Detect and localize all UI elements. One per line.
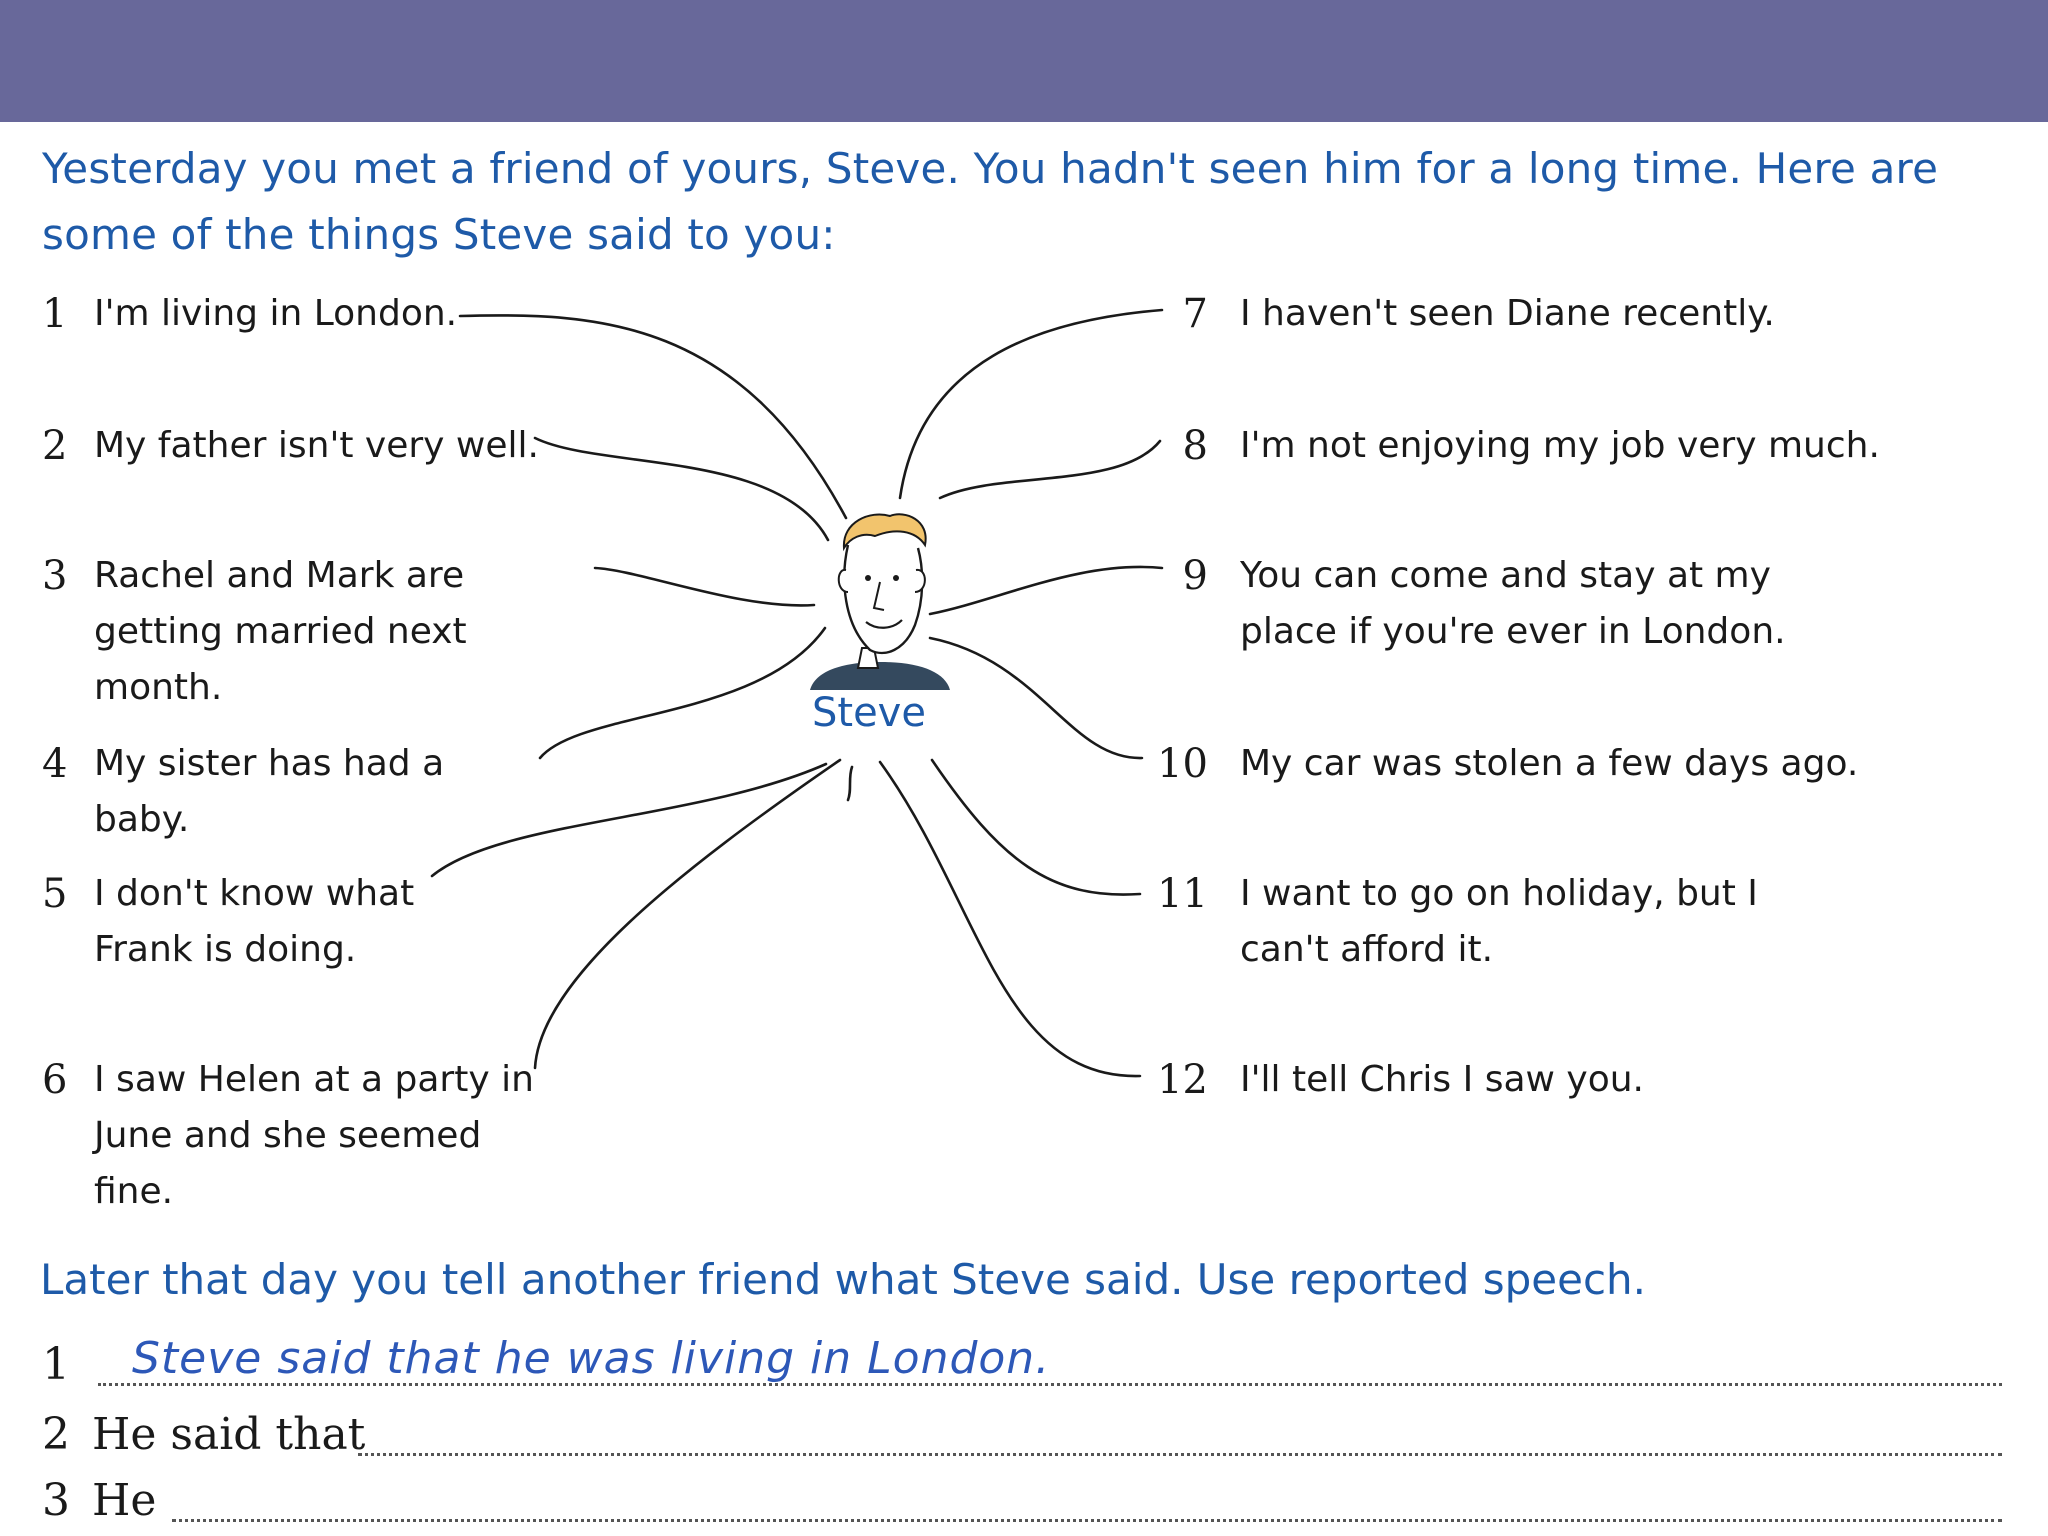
- connector-12: [880, 762, 1140, 1076]
- statement-number: 1: [42, 291, 68, 337]
- statement-9: [1182, 548, 1850, 660]
- statement-3: [42, 548, 602, 716]
- answer-prefix: He said that: [92, 1409, 366, 1460]
- connector-9: [930, 567, 1162, 614]
- statement-text: You can come and stay at my place if you're ever in London.: [1240, 555, 1786, 652]
- answer-blank[interactable]: [358, 1453, 2002, 1456]
- statement-4: [42, 736, 542, 848]
- statement-number: 4: [42, 741, 68, 787]
- statement-text: I want to go on holiday, but I can't afford it.: [1240, 873, 1758, 970]
- statement-7: [1182, 286, 1880, 342]
- statement-number: 10: [1157, 741, 1208, 787]
- statement-1: [42, 286, 462, 342]
- connector-10: [930, 638, 1142, 758]
- handwritten-answer: Steve said that he was living in London.: [132, 1333, 1051, 1384]
- statement-number: 11: [1157, 871, 1208, 917]
- statement-text: I don't know what Frank is doing.: [94, 873, 415, 970]
- steve-face-icon: [810, 514, 950, 690]
- statement-6: [42, 1052, 562, 1220]
- statement-number: 3: [42, 553, 68, 599]
- answer-line-3[interactable]: [42, 1466, 2002, 1530]
- statement-number: 5: [42, 871, 68, 917]
- statement-8: [1182, 418, 1880, 474]
- connector-3: [595, 568, 814, 605]
- connector-1: [460, 315, 846, 518]
- statement-5: [42, 866, 422, 978]
- connector-6: [535, 760, 840, 1068]
- statement-10: [1157, 736, 1880, 792]
- answer-number: 1: [42, 1339, 70, 1390]
- statement-text: My car was stolen a few days ago.: [1240, 743, 1859, 784]
- answer-number: 2: [42, 1409, 70, 1460]
- connector-7: [900, 310, 1162, 498]
- statement-text: I'm not enjoying my job very much.: [1240, 425, 1880, 466]
- connector-11: [932, 760, 1140, 895]
- statement-text: Rachel and Mark are getting married next month.: [94, 555, 467, 708]
- statement-number: 7: [1182, 291, 1208, 337]
- answer-prefix: He: [92, 1475, 157, 1526]
- instruction-text: Later that day you tell another friend what Steve said. Use reported speech.: [40, 1255, 1647, 1304]
- intro-paragraph: Yesterday you met a friend of yours, Steve. You hadn't seen him for a long time. Here are some of the things Steve said to you:: [42, 144, 1939, 259]
- statement-text: I'm living in London.: [94, 293, 458, 334]
- statement-text: I haven't seen Diane recently.: [1240, 293, 1775, 334]
- statement-12: [1157, 1052, 1880, 1108]
- statement-number: 12: [1157, 1057, 1208, 1103]
- answer-blank[interactable]: [172, 1519, 2002, 1522]
- statement-text: I'll tell Chris I saw you.: [1240, 1059, 1644, 1100]
- statement-number: 8: [1182, 423, 1208, 469]
- steve-label: Steve: [812, 690, 926, 736]
- statement-11: [1157, 866, 1800, 978]
- statement-2: [42, 418, 542, 474]
- statement-text: My sister has had a baby.: [94, 743, 445, 840]
- statement-number: 2: [42, 423, 68, 469]
- answer-line-1[interactable]: [42, 1330, 2002, 1394]
- connector-13: [848, 767, 852, 800]
- answer-line-2[interactable]: [42, 1400, 2002, 1464]
- connector-2: [535, 438, 828, 540]
- connector-8: [940, 441, 1160, 498]
- statement-text: I saw Helen at a party in June and she seemed fine.: [94, 1059, 534, 1212]
- statement-number: 6: [42, 1057, 68, 1103]
- statement-number: 9: [1182, 553, 1208, 599]
- statement-text: My father isn't very well.: [94, 425, 539, 466]
- answer-number: 3: [42, 1475, 70, 1526]
